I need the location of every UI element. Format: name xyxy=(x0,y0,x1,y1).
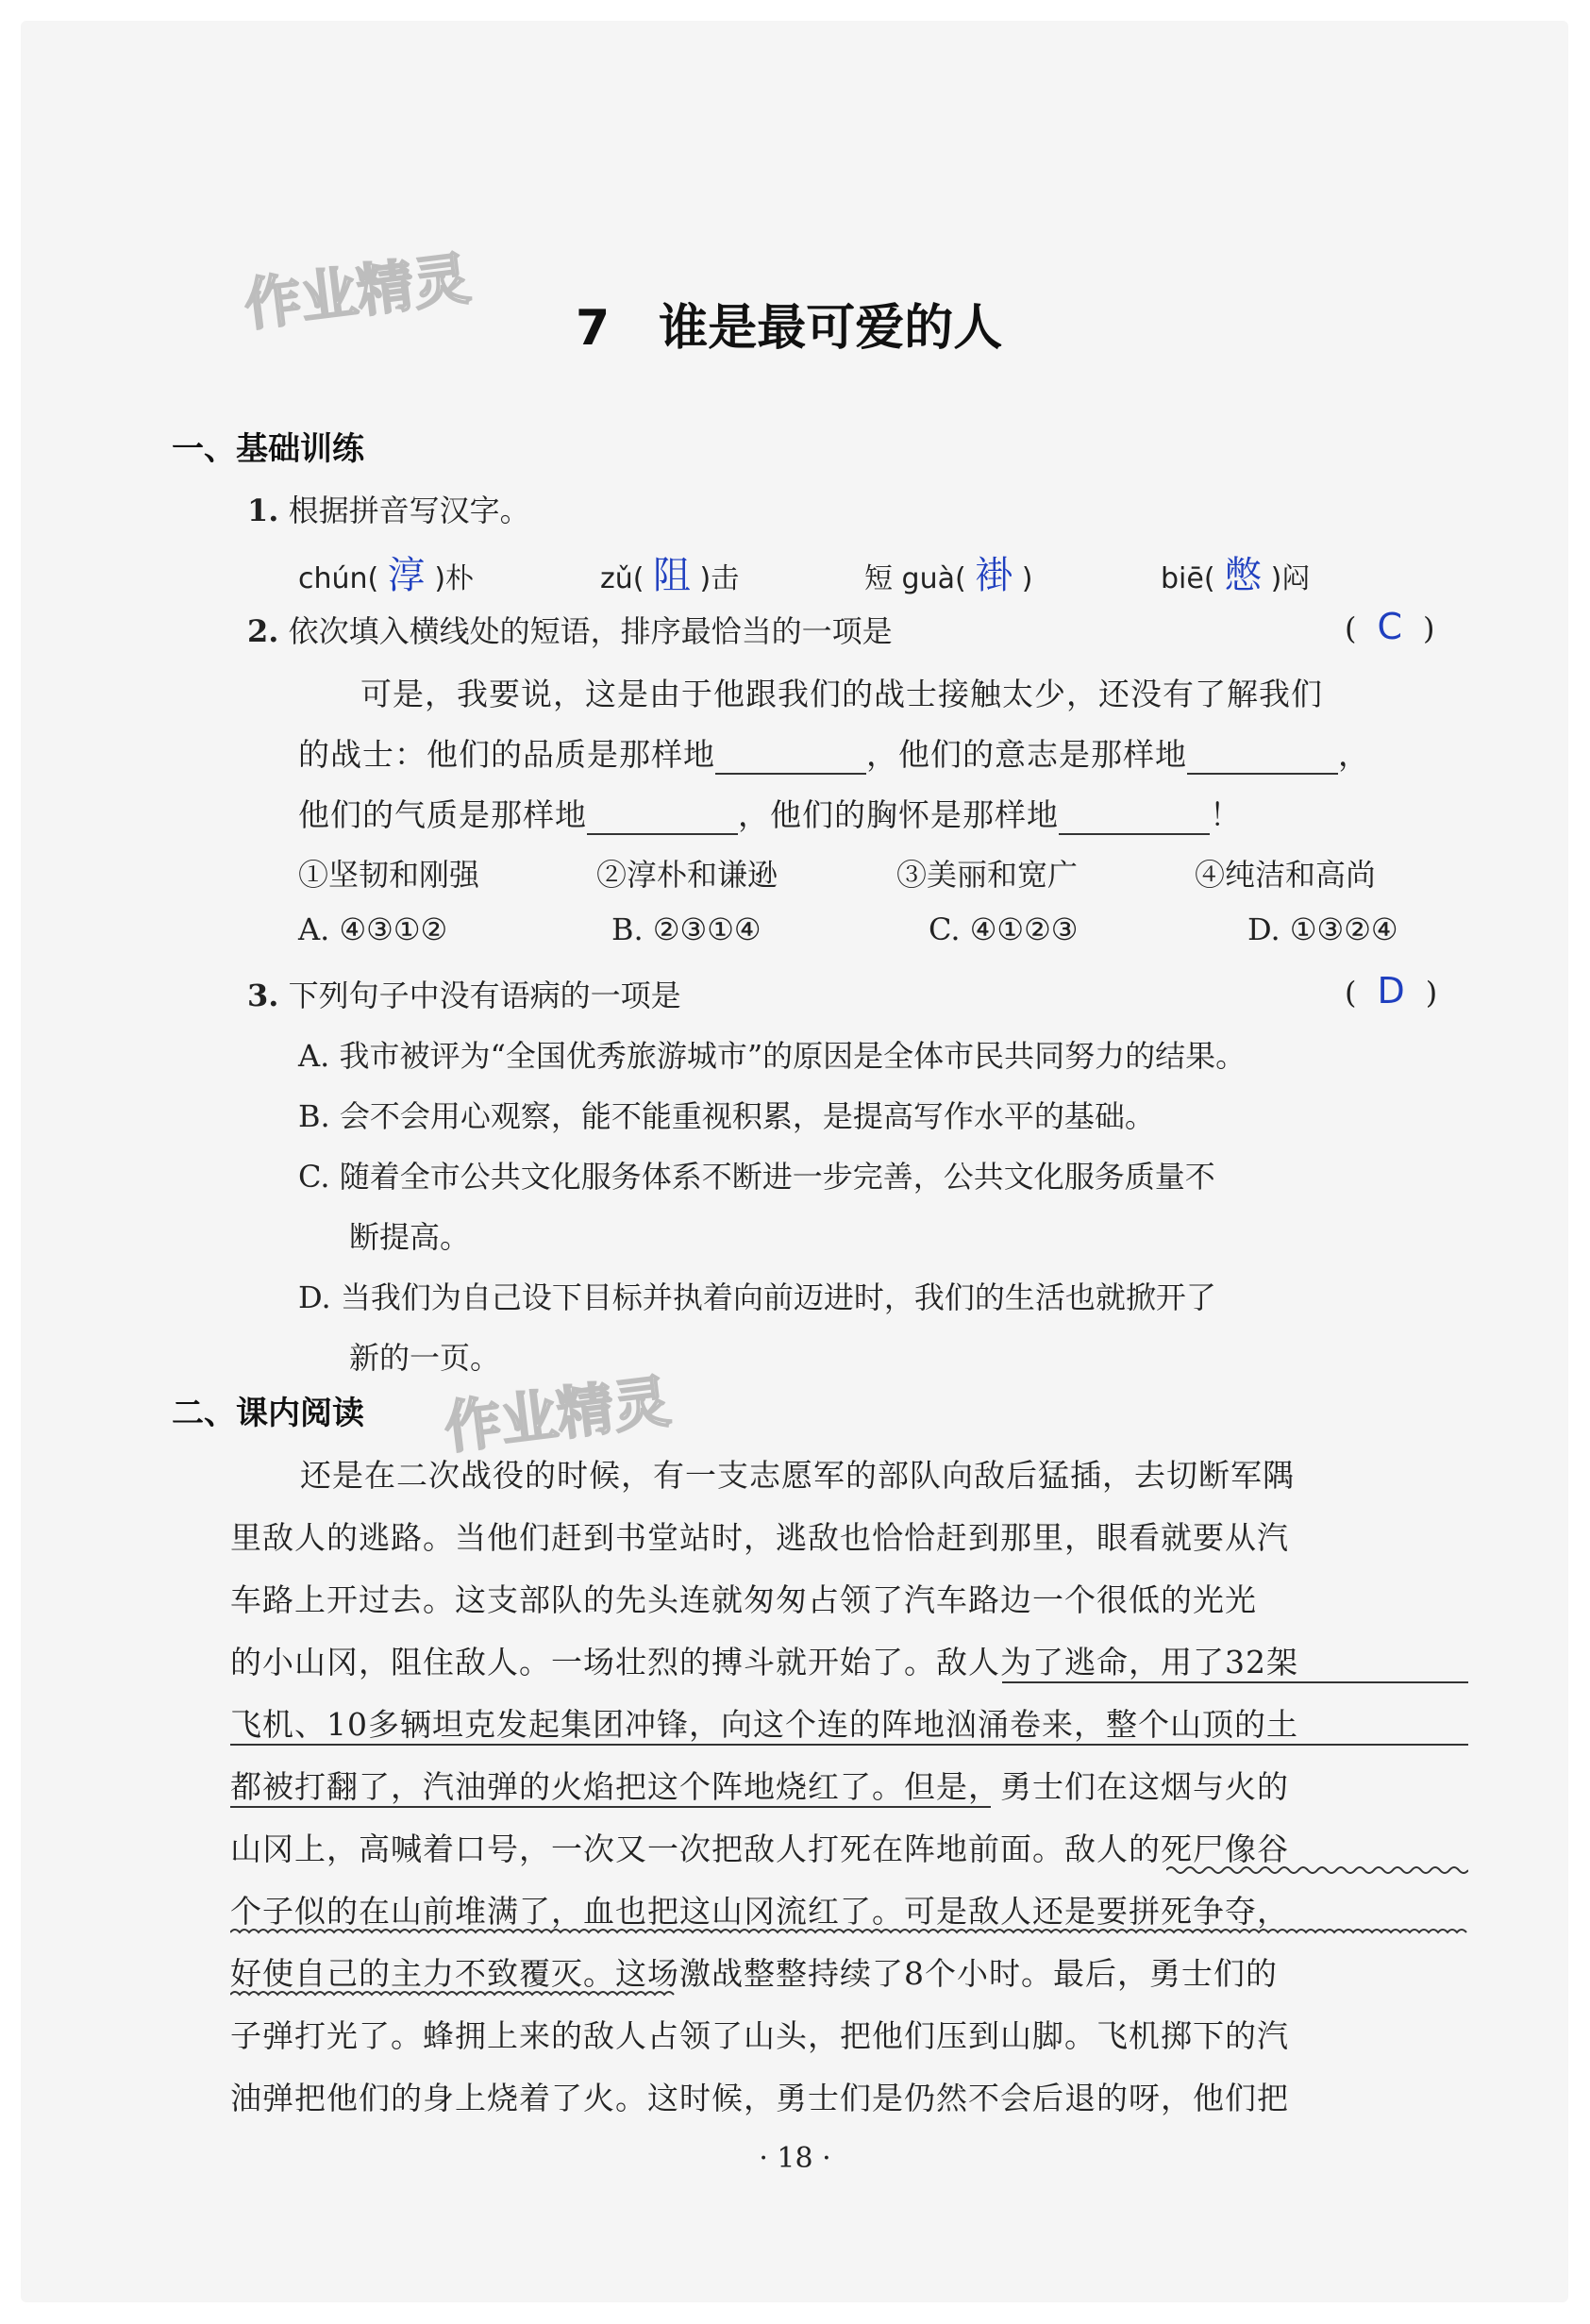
phrase-option: ①坚韧和刚强 xyxy=(298,857,480,893)
watermark: 作业精灵 xyxy=(241,245,474,340)
page-title: 7 谁是最可爱的人 xyxy=(576,300,1003,357)
phrase-option: ④纯洁和高尚 xyxy=(1195,857,1377,893)
underline-mark xyxy=(230,1806,991,1808)
choice-option-cont: 断提高。 xyxy=(349,1219,471,1255)
choice-option: C. ④①②③ xyxy=(929,911,1079,947)
pinyin-item: zǔ( 阻 )击 xyxy=(600,554,740,597)
reading-line: 车路上开过去。这支部队的先头连就匆匆占领了汽车路边一个很低的光光 xyxy=(230,1581,1257,1618)
answer-bracket: ( C ) xyxy=(1345,606,1435,647)
reading-line: 好使自己的主力不致覆灭。这场激战整整持续了8个小时。最后，勇士们的 xyxy=(230,1955,1278,1992)
wavy-underline xyxy=(230,1927,1468,1938)
reading-line: 油弹把他们的身上烧着了火。这时候，勇士们是仍然不会后退的呀，他们把 xyxy=(230,2080,1289,2116)
reading-line: 还是在二次战役的时候，有一支志愿军的部队向敌后猛插，去切断军隅 xyxy=(300,1457,1295,1494)
reading-line: 个子似的在山前堆满了，血也把这山冈流红了。可是敌人还是要拼死争夺， xyxy=(230,1893,1289,1930)
question-3: 3. 下列句子中没有语病的一项是 xyxy=(247,978,681,1013)
pinyin-item: biē( 憋 )闷 xyxy=(1161,554,1311,597)
section-heading: 一、基础训练 xyxy=(172,430,364,468)
reading-line: 子弹打光了。蜂拥上来的敌人占领了山头，把他们压到山脚。飞机掷下的汽 xyxy=(230,2017,1289,2054)
passage-line: 他们的气质是那样地 ，他们的胸怀是那样地 ！ xyxy=(298,796,1242,833)
choice-option: A. 我市被评为“全国优秀旅游城市”的原因是全体市民共同努力的结果。 xyxy=(298,1038,1247,1074)
choice-option-cont: 新的一页。 xyxy=(349,1340,501,1376)
page-number: · 18 · xyxy=(759,2142,831,2175)
reading-line: 飞机、10多辆坦克发起集团冲锋，向这个连的阵地汹涌卷来，整个山顶的土 xyxy=(230,1706,1298,1743)
wavy-underline xyxy=(230,1989,676,2000)
watermark: 作业精灵 xyxy=(441,1368,674,1463)
wavy-underline xyxy=(1166,1864,1468,1876)
choice-option: D. ①③②④ xyxy=(1247,911,1398,947)
choice-option: C. 随着全市公共文化服务体系不断进一步完善，公共文化服务质量不 xyxy=(298,1159,1215,1195)
section-heading: 二、课内阅读 xyxy=(172,1395,364,1432)
reading-line: 里敌人的逃路。当他们赶到书堂站时，逃敌也恰恰赶到那里，眼看就要从汽 xyxy=(230,1519,1289,1556)
answer-bracket: ( D ) xyxy=(1345,970,1438,1012)
pinyin-item: chún( 淳 )朴 xyxy=(298,554,475,597)
question-1: 1. 根据拼音写汉字。 xyxy=(247,493,530,528)
choice-option: B. 会不会用心观察，能不能重视积累，是提高写作水平的基础。 xyxy=(298,1098,1155,1134)
reading-line: 的小山冈，阻住敌人。一场壮烈的搏斗就开始了。敌人为了逃命，用了32架 xyxy=(230,1644,1298,1680)
reading-line: 山冈上，高喊着口号，一次又一次把敌人打死在阵地前面。敌人的死尸像谷 xyxy=(230,1831,1289,1867)
question-2: 2. 依次填入横线处的短语，排序最恰当的一项是 xyxy=(247,613,893,649)
choice-option: A. ④③①② xyxy=(298,911,448,947)
underline-mark xyxy=(1002,1681,1468,1683)
reading-line: 都被打翻了，汽油弹的火焰把这个阵地烧红了。但是，勇士们在这烟与火的 xyxy=(230,1768,1289,1805)
passage-line: 的战士：他们的品质是那样地 ，他们的意志是那样地 ， xyxy=(298,736,1370,773)
pinyin-item: 短 guà( 褂 ) xyxy=(864,554,1033,597)
choice-option: B. ②③①④ xyxy=(611,911,762,947)
phrase-option: ③美丽和宽广 xyxy=(896,857,1079,893)
phrase-option: ②淳朴和谦逊 xyxy=(596,857,778,893)
passage-line: 可是，我要说，这是由于他跟我们的战士接触太少，还没有了解我们 xyxy=(360,676,1323,712)
choice-option: D. 当我们为自己设下目标并执着向前迈进时，我们的生活也就掀开了 xyxy=(298,1279,1216,1315)
underline-mark xyxy=(230,1744,1468,1746)
